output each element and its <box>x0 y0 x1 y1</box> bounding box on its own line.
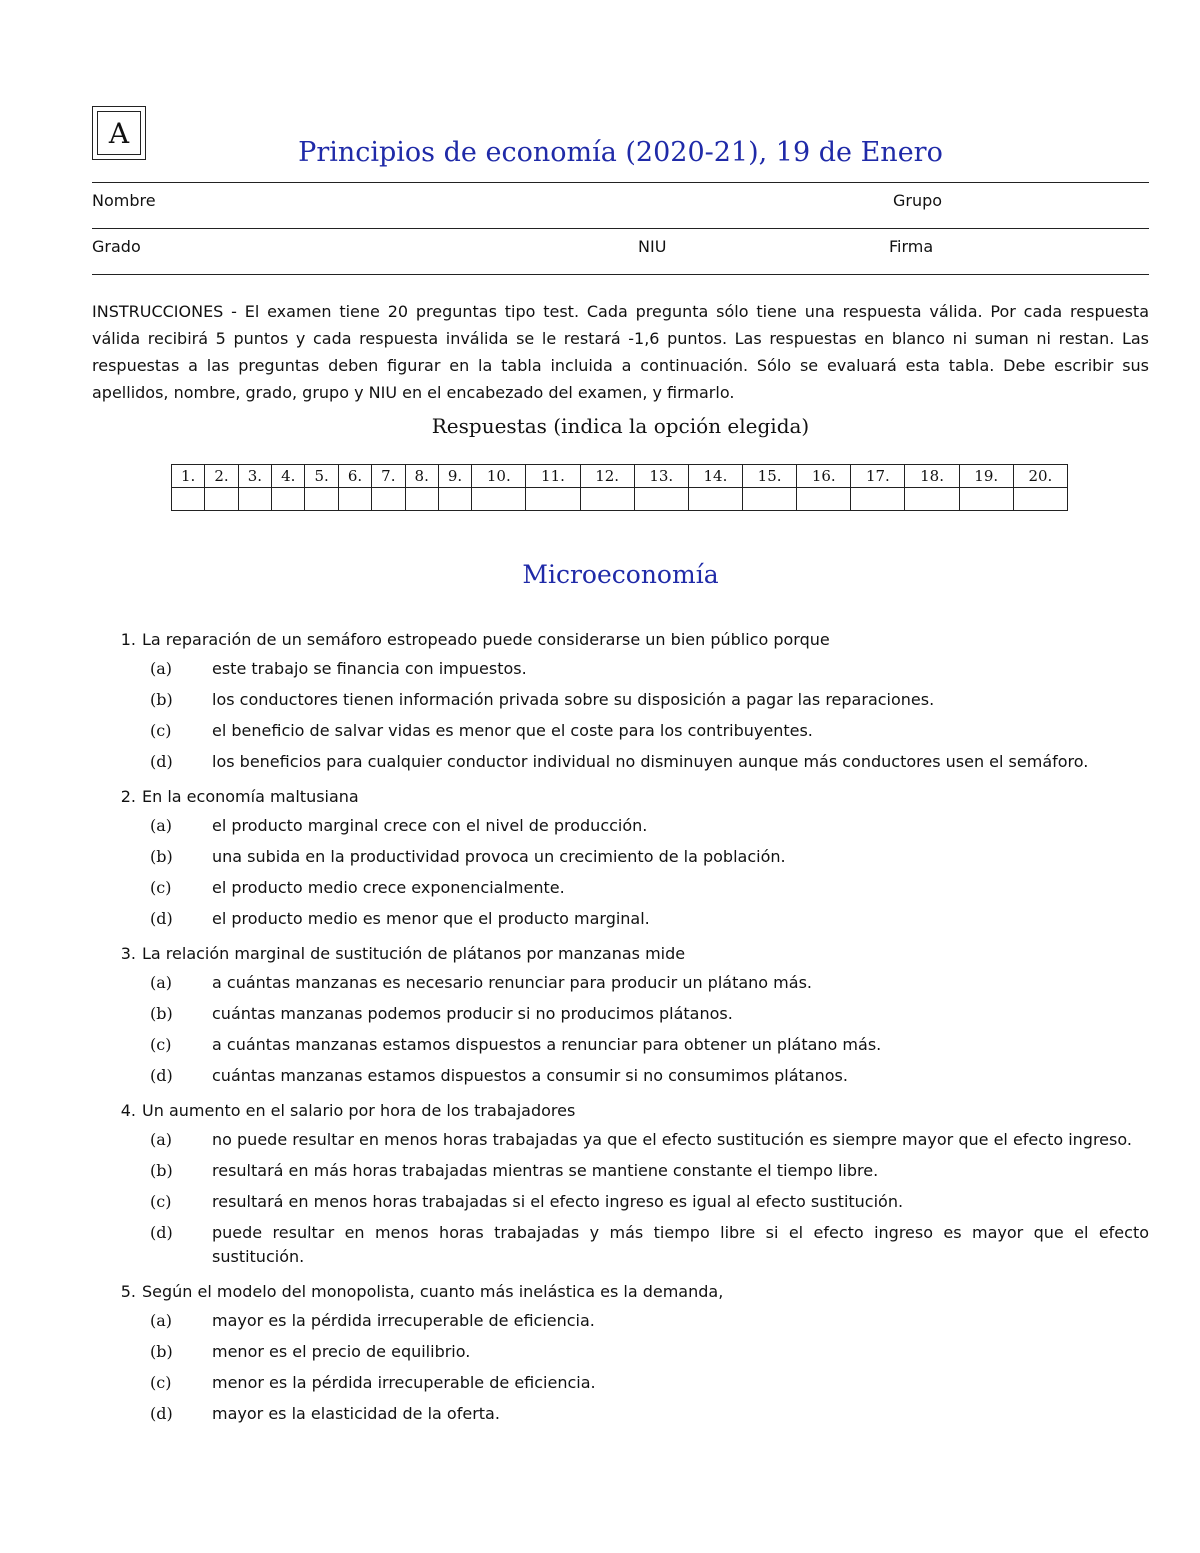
answer-number-cell: 3. <box>238 465 271 488</box>
option-text: este trabajo se financia con impuestos. <box>212 659 527 678</box>
answer-number-cell: 14. <box>688 465 742 488</box>
answer-input-cell[interactable] <box>372 488 405 511</box>
answer-option <box>92 876 1149 900</box>
answer-option <box>92 657 1149 681</box>
answer-option <box>92 1309 1149 1333</box>
option-label: (c) <box>150 1192 172 1211</box>
question-number: 4. <box>120 1100 136 1120</box>
answer-input-cell[interactable] <box>405 488 438 511</box>
question-text: La relación marginal de sustitución de plátanos por manzanas mide <box>142 943 686 963</box>
answer-input-cell[interactable] <box>959 488 1013 511</box>
question-text: Un aumento en el salario por hora de los trabajadores <box>142 1100 576 1120</box>
niu-field-label: NIU <box>638 237 667 256</box>
answer-number-cell: 13. <box>634 465 688 488</box>
answer-option <box>92 1002 1149 1026</box>
answer-input-cell[interactable] <box>205 488 238 511</box>
option-text: a cuántas manzanas estamos dispuestos a renunciar para obtener un plátano más. <box>212 1035 882 1054</box>
answer-number-cell: 11. <box>526 465 580 488</box>
option-text: a cuántas manzanas es necesario renunciar para producir un plátano más. <box>212 973 812 992</box>
option-label: (c) <box>150 1035 172 1054</box>
option-text: el producto medio es menor que el producto marginal. <box>212 909 650 928</box>
question-text: En la economía maltusiana <box>142 786 359 806</box>
option-label: (d) <box>150 1066 173 1085</box>
answer-input-cell[interactable] <box>634 488 688 511</box>
question-number: 3. <box>120 943 136 963</box>
answer-option <box>92 1159 1149 1183</box>
question <box>92 781 1149 931</box>
question <box>92 1095 1149 1269</box>
question-number: 2. <box>120 786 136 806</box>
answer-number-cell: 10. <box>472 465 526 488</box>
exam-version-label: A <box>97 111 141 155</box>
answer-option <box>92 1064 1149 1088</box>
answer-number-cell: 18. <box>905 465 959 488</box>
question-number: 5. <box>120 1281 136 1301</box>
option-text: resultará en más horas trabajadas mientras se mantiene constante el tiempo libre. <box>212 1161 879 1180</box>
option-text: mayor es la elasticidad de la oferta. <box>212 1404 500 1423</box>
option-label: (b) <box>150 1004 173 1023</box>
answers-title: Respuestas (indica la opción elegida) <box>431 414 810 438</box>
name-field-label: Nombre <box>92 191 156 210</box>
answer-input-cell[interactable] <box>172 488 205 511</box>
question-list <box>92 624 1149 1433</box>
option-text: no puede resultar en menos horas trabajadas ya que el efecto sustitución es siempre mayor que el efecto ingreso. <box>212 1130 1132 1149</box>
group-field-label: Grupo <box>893 191 943 210</box>
option-label: (d) <box>150 1404 173 1423</box>
option-text: menor es el precio de equilibrio. <box>212 1342 471 1361</box>
answer-input-cell[interactable] <box>272 488 305 511</box>
answer-option <box>92 1128 1149 1152</box>
question-text: La reparación de un semáforo estropeado puede considerarse un bien público porque <box>142 629 830 649</box>
answer-input-cell[interactable] <box>305 488 338 511</box>
option-label: (d) <box>150 1223 173 1242</box>
option-label: (b) <box>150 1161 173 1180</box>
answer-option <box>92 1340 1149 1364</box>
option-label: (a) <box>150 1311 173 1330</box>
option-label: (c) <box>150 878 172 897</box>
answer-option <box>92 719 1149 743</box>
option-label: (b) <box>150 847 173 866</box>
answer-number-cell: 19. <box>959 465 1013 488</box>
answer-number-cell: 8. <box>405 465 438 488</box>
answer-option <box>92 1033 1149 1057</box>
option-label: (a) <box>150 1130 173 1149</box>
option-text: cuántas manzanas podemos producir si no producimos plátanos. <box>212 1004 733 1023</box>
divider <box>92 274 1149 275</box>
answer-input-cell[interactable] <box>851 488 905 511</box>
answer-option <box>92 1190 1149 1214</box>
answer-number-cell: 4. <box>272 465 305 488</box>
option-label: (b) <box>150 690 173 709</box>
answer-input-cell[interactable] <box>472 488 526 511</box>
option-label: (d) <box>150 909 173 928</box>
answer-number-cell: 20. <box>1013 465 1067 488</box>
answer-input-cell[interactable] <box>688 488 742 511</box>
option-label: (a) <box>150 816 173 835</box>
option-text: resultará en menos horas trabajadas si el efecto ingreso es igual al efecto sustitución. <box>212 1192 904 1211</box>
answer-option <box>92 814 1149 838</box>
answer-number-cell: 15. <box>743 465 797 488</box>
option-text: puede resultar en menos horas trabajadas y más tiempo libre si el efecto ingreso es mayor que el efecto sustitución. <box>212 1223 1149 1266</box>
option-label: (a) <box>150 973 173 992</box>
answer-number-cell: 5. <box>305 465 338 488</box>
option-label: (a) <box>150 659 173 678</box>
question-text: Según el modelo del monopolista, cuanto más inelástica es la demanda, <box>142 1281 724 1301</box>
option-label: (c) <box>150 1373 172 1392</box>
option-text: los conductores tienen información privada sobre su disposición a pagar las reparaciones. <box>212 690 935 709</box>
answer-number-cell: 7. <box>372 465 405 488</box>
answer-input-cell[interactable] <box>1013 488 1067 511</box>
answer-input-cell[interactable] <box>526 488 580 511</box>
answer-input-row <box>172 488 1068 511</box>
answer-number-cell: 17. <box>851 465 905 488</box>
answer-input-cell[interactable] <box>743 488 797 511</box>
answer-number-cell: 9. <box>438 465 471 488</box>
answer-input-cell[interactable] <box>238 488 271 511</box>
answer-option <box>92 688 1149 712</box>
instructions-text: INSTRUCCIONES - El examen tiene 20 preguntas tipo test. Cada pregunta sólo tiene una respuesta válida. Por cada respuesta válida recibirá 5 puntos y cada respuesta inválida se le restará -1,6 puntos. Las respuestas en blanco ni suman ni restan. Las respuestas a las preguntas deben figurar en la tabla incluida a continuación. Sólo se evaluará esta tabla. Debe escribir sus apellidos, nombre, grado, grupo y NIU en el encabezado del examen, y firmarlo. <box>92 302 1149 402</box>
question <box>92 938 1149 1088</box>
question-number: 1. <box>120 629 136 649</box>
answer-option <box>92 1371 1149 1395</box>
answer-input-cell[interactable] <box>797 488 851 511</box>
answer-option <box>92 1221 1149 1269</box>
question-stem <box>92 1095 1149 1125</box>
answer-input-cell[interactable] <box>580 488 634 511</box>
answer-input-cell[interactable] <box>338 488 371 511</box>
option-text: el beneficio de salvar vidas es menor que el coste para los contribuyentes. <box>212 721 813 740</box>
question-stem <box>92 781 1149 811</box>
divider <box>92 228 1149 229</box>
question <box>92 1276 1149 1426</box>
answer-input-cell[interactable] <box>905 488 959 511</box>
answer-number-cell: 2. <box>205 465 238 488</box>
option-text: menor es la pérdida irrecuperable de eficiencia. <box>212 1373 596 1392</box>
answer-option <box>92 845 1149 869</box>
answer-input-cell[interactable] <box>438 488 471 511</box>
answer-number-cell: 6. <box>338 465 371 488</box>
option-label: (d) <box>150 752 173 771</box>
signature-field-label: Firma <box>889 237 934 256</box>
question-stem <box>92 938 1149 968</box>
option-label: (b) <box>150 1342 173 1361</box>
exam-title: Principios de economía (2020-21), 19 de Enero <box>298 137 943 168</box>
question-stem <box>92 1276 1149 1306</box>
option-text: cuántas manzanas estamos dispuestos a consumir si no consumimos plátanos. <box>212 1066 848 1085</box>
answer-option <box>92 1402 1149 1426</box>
answer-table <box>171 464 1068 511</box>
question <box>92 624 1149 774</box>
degree-field-label: Grado <box>92 237 141 256</box>
divider <box>92 182 1149 183</box>
option-text: una subida en la productividad provoca un crecimiento de la población. <box>212 847 786 866</box>
answer-number-cell: 16. <box>797 465 851 488</box>
option-text: mayor es la pérdida irrecuperable de eficiencia. <box>212 1311 595 1330</box>
option-text: el producto marginal crece con el nivel de producción. <box>212 816 648 835</box>
answer-option <box>92 971 1149 995</box>
answer-number-cell: 1. <box>172 465 205 488</box>
option-text: el producto medio crece exponencialmente. <box>212 878 565 897</box>
option-text: los beneficios para cualquier conductor individual no disminuyen aunque más conductores usen el semáforo. <box>212 752 1089 771</box>
answer-number-cell: 12. <box>580 465 634 488</box>
option-label: (c) <box>150 721 172 740</box>
answer-number-row <box>172 465 1068 488</box>
answer-option <box>92 907 1149 931</box>
question-stem <box>92 624 1149 654</box>
answer-option <box>92 750 1149 774</box>
section-title: Microeconomía <box>522 560 719 589</box>
